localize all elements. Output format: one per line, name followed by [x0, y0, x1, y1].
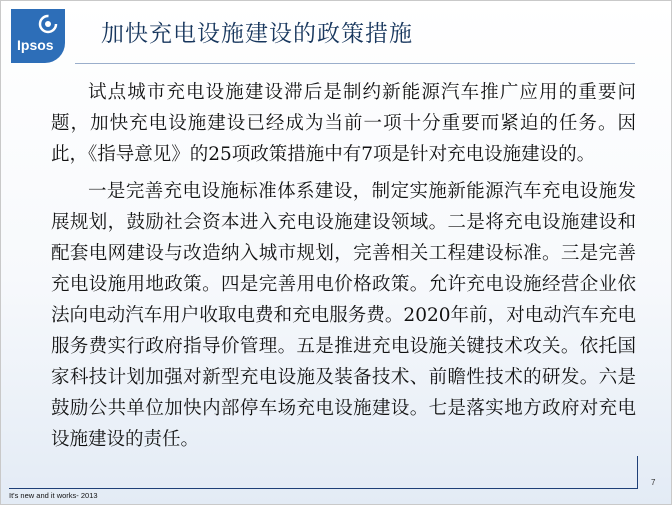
logo-text: Ipsos	[17, 37, 54, 53]
footer-vertical-divider	[637, 456, 638, 489]
title-divider	[75, 63, 635, 64]
footer-tagline: It's new and it works- 2013	[9, 491, 98, 500]
footer-divider	[9, 488, 637, 489]
ipsos-logo-icon	[38, 14, 58, 34]
body-text	[51, 77, 636, 455]
page-number: 7	[651, 478, 656, 487]
paragraph-intro: 试点城市充电设施建设滞后是制约新能源汽车推广应用的重要问题，加快充电设施建设已经成为当前一项十分重要而紧迫的任务。因此，《指导意见》的25项政策措施中有7项是针对充电设施建设的。	[51, 82, 636, 165]
page-title: 加快充电设施建设的政策措施	[101, 21, 413, 47]
paragraph-measures: 一是完善充电设施标准体系建设，制定实施新能源汽车充电设施发展规划，鼓励社会资本进入充电设施建设领域。二是将充电设施建设和配套电网建设与改造纳入城市规划，完善相关工程建设标准。三是完善充电设施用地政策。四是完善用电价格政策。允许充电设施经营企业依法向电动汽车用户收取电费和充电服务费。2020年前，对电动汽车充电服务费实行政府指导价管理。五是推进充电设施关键技术攻关。依托国家科技计划加强对新型充电设施及装备技术、前瞻性技术的研发。六是鼓励公共单位加快内部停车场充电设施建设。七是落实地方政府对充电设施建设的责任。	[51, 181, 636, 450]
ipsos-logo	[11, 9, 65, 63]
